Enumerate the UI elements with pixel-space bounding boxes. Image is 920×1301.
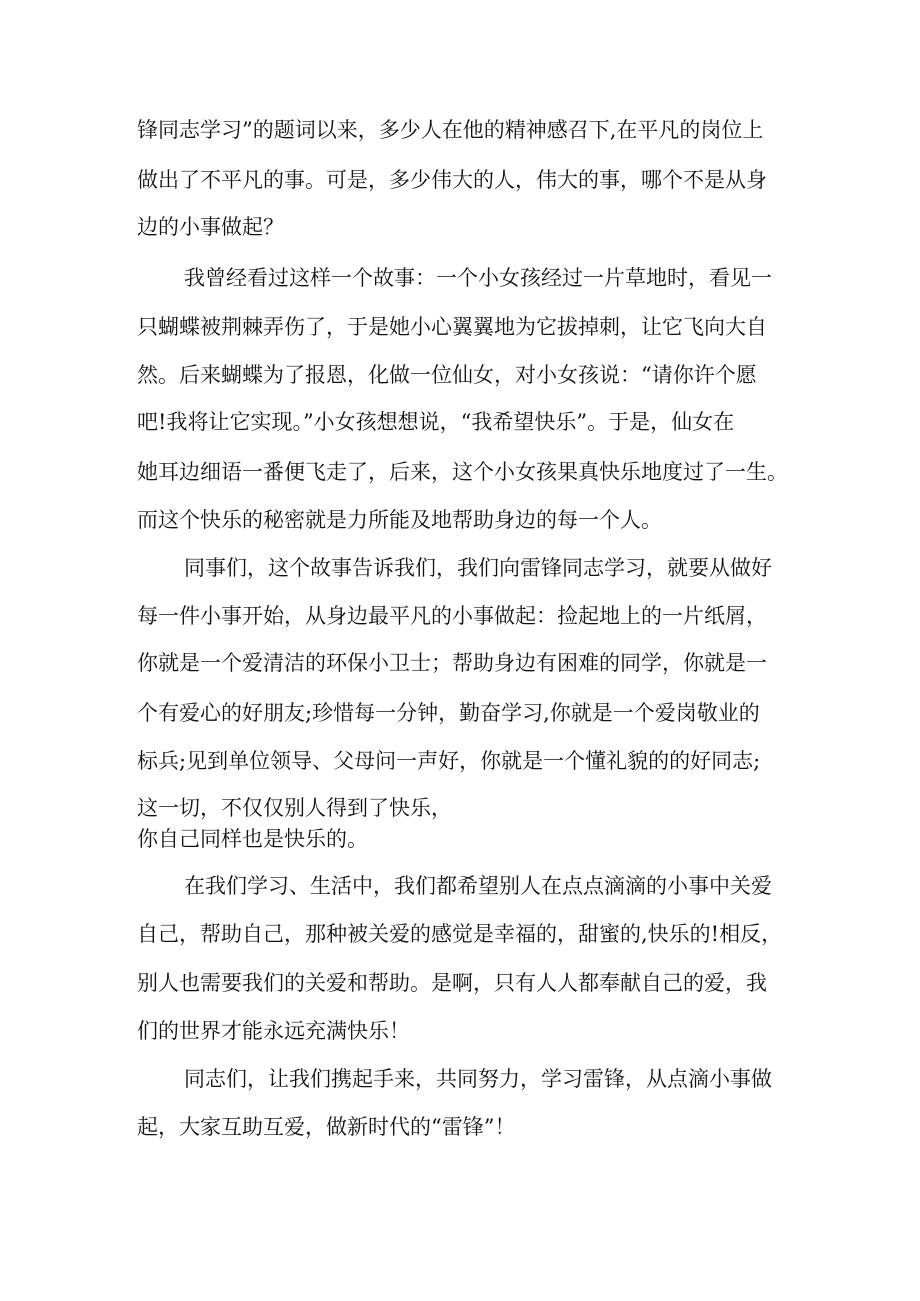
text-line: 这一切，不仅仅别人得到了快乐， [137, 796, 452, 820]
text-line: 自己，帮助自己，那种被关爱的感觉是幸福的，甜蜜的,快乐的!相反， [137, 922, 783, 946]
text-line: 别人也需要我们的关爱和帮助。是啊，只有人人都奉献自己的爱，我 [137, 971, 767, 995]
text-line: 同志们，让我们携起手来，共同努力，学习雷锋，从点滴小事做 [184, 1067, 772, 1091]
text-line: 吧!我将让它实现。”小女孩想想说，“我希望快乐”。于是，仙女在 [137, 410, 735, 434]
text-line: 只蝴蝶被荆棘弄伤了，于是她小心翼翼地为它拔掉刺，让它飞向大自 [137, 315, 767, 339]
text-line: 同事们，这个故事告诉我们，我们向雷锋同志学习，就要从做好 [184, 556, 772, 580]
text-line: 然。后来蝴蝶为了报恩，化做一位仙女，对小女孩说：“请你许个愿 [137, 363, 757, 387]
text-line: 你自己同样也是快乐的。 [137, 827, 368, 851]
text-line: 在我们学习、生活中，我们都希望别人在点点滴滴的小事中关爱 [184, 874, 772, 898]
text-line: 起，大家互助互爱，做新时代的“雷锋”！ [137, 1115, 516, 1139]
text-line: 边的小事做起？ [137, 215, 284, 239]
text-line: 她耳边细语一番便飞走了，后来，这个小女孩果真快乐地度过了一生。 [137, 460, 788, 484]
text-line: 们的世界才能永远充满快乐！ [137, 1019, 410, 1043]
text-line: 每一件小事开始，从身边最平凡的小事做起：捡起地上的一片纸屑， [137, 604, 767, 628]
text-line: 做出了不平凡的事。可是，多少伟大的人，伟大的事，哪个不是从身 [137, 168, 767, 192]
text-line: 而这个快乐的秘密就是力所能及地帮助身边的每一个人。 [137, 508, 662, 532]
text-line: 我曾经看过这样一个故事：一个小女孩经过一片草地时，看见一 [184, 266, 772, 290]
text-line: 你就是一个爱清洁的环保小卫士；帮助身边有困难的同学，你就是一 [137, 651, 767, 675]
text-line: 个有爱心的好朋友;珍惜每一分钟，勤奋学习,你就是一个爱岗敬业的 [137, 701, 760, 725]
text-line: 标兵;见到单位领导、父母问一声好，你就是一个懂礼貌的的好同志; [137, 749, 761, 773]
text-line: 锋同志学习”的题词以来，多少人在他的精神感召下,在平凡的岗位上 [137, 118, 764, 142]
